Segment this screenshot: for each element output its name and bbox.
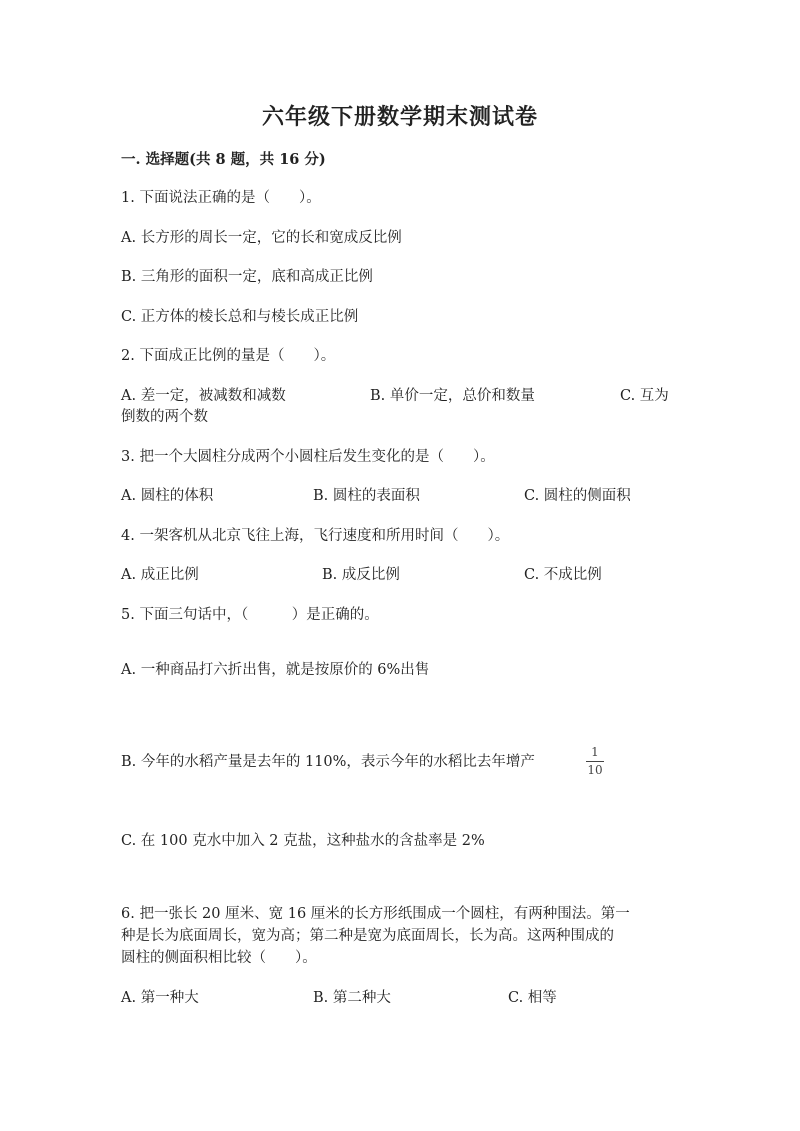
question-1-stem: 1. 下面说法正确的是（ ）。: [121, 190, 321, 206]
fraction-denominator: 10: [587, 763, 603, 777]
fraction-numerator: 1: [591, 745, 599, 759]
question-6-stem-line-1: 6. 把一张长 20 厘米、宽 16 厘米的长方形纸围成一个圆柱，有两种围法。第一: [121, 906, 630, 922]
question-2-option-c-continued: 倒数的两个数: [121, 409, 208, 425]
question-2-option-c: C. 互为: [620, 388, 669, 404]
question-4-option-c: C. 不成比例: [524, 567, 602, 583]
fraction-bar: [586, 761, 604, 762]
question-1-option-b: B. 三角形的面积一定，底和高成正比例: [121, 269, 373, 285]
question-6-stem-line-2: 种是长为底面周长，宽为高；第二种是宽为底面周长，长为高。这两种围成的: [121, 928, 614, 944]
page-title: 六年级下册数学期末测试卷: [261, 104, 538, 130]
question-5-option-c: C. 在 100 克水中加入 2 克盐，这种盐水的含盐率是 2%: [121, 833, 485, 849]
question-5-option-b: B. 今年的水稻产量是去年的 110%，表示今年的水稻比去年增产: [121, 754, 535, 770]
question-3-stem: 3. 把一个大圆柱分成两个小圆柱后发生变化的是（ ）。: [121, 449, 495, 465]
question-2-option-b: B. 单价一定，总价和数量: [370, 388, 535, 404]
question-2-option-a: A. 差一定，被减数和减数: [121, 388, 286, 404]
fraction-one-tenth: [586, 746, 604, 777]
question-6-option-a: A. 第一种大: [121, 990, 199, 1006]
question-3-option-c: C. 圆柱的侧面积: [524, 488, 631, 504]
question-6-stem-line-3: 圆柱的侧面积相比较（ ）。: [121, 950, 317, 966]
question-5-option-a: A. 一种商品打六折出售，就是按原价的 6%出售: [121, 662, 430, 678]
question-4-stem: 4. 一架客机从北京飞往上海，飞行速度和所用时间（ ）。: [121, 528, 510, 544]
question-1-option-c: C. 正方体的棱长总和与棱长成正比例: [121, 309, 359, 325]
question-2-stem: 2. 下面成正比例的量是（ ）。: [121, 348, 336, 364]
question-4-option-a: A. 成正比例: [121, 567, 199, 583]
question-3-option-a: A. 圆柱的体积: [121, 488, 214, 504]
question-1-option-a: A. 长方形的周长一定，它的长和宽成反比例: [121, 230, 402, 246]
section-heading: 一. 选择题(共 8 题，共 16 分): [121, 151, 326, 168]
question-6-option-b: B. 第二种大: [313, 990, 391, 1006]
question-4-option-b: B. 成反比例: [322, 567, 400, 583]
question-5-stem: 5. 下面三句话中，（ ）是正确的。: [121, 607, 379, 623]
question-3-option-b: B. 圆柱的表面积: [313, 488, 420, 504]
question-6-option-c: C. 相等: [508, 990, 557, 1006]
